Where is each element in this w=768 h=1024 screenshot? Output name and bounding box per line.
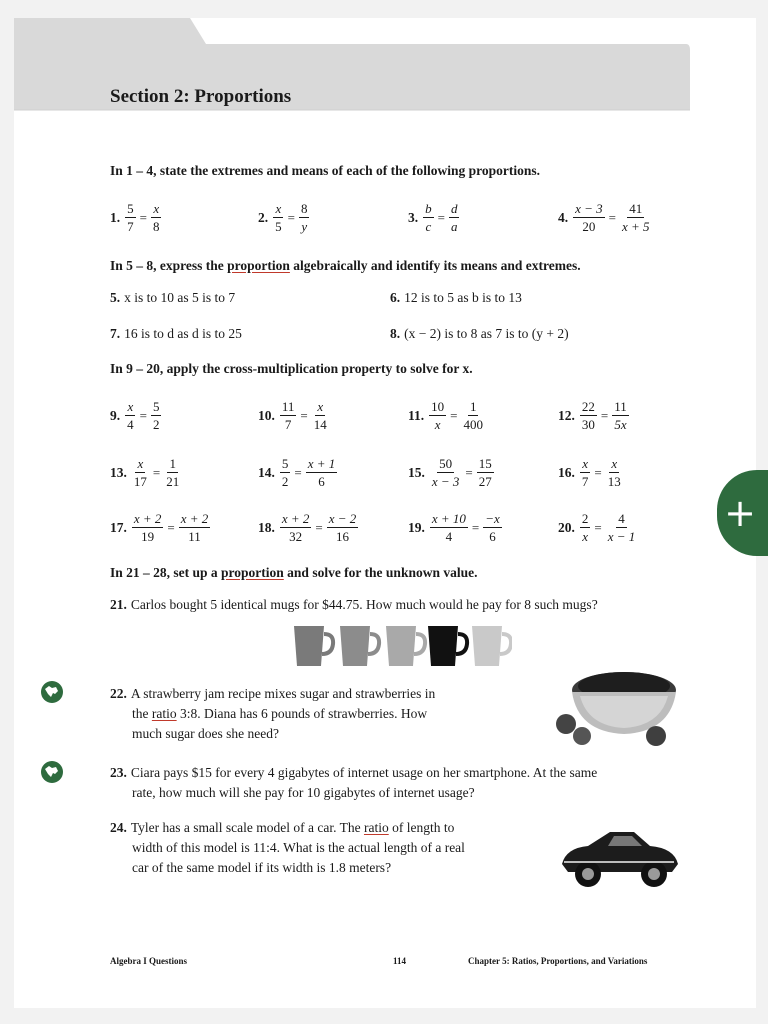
problem-number: 7. [110, 326, 121, 341]
fraction [132, 455, 149, 490]
problem-number: 9. [110, 407, 121, 423]
problem-text: 16 is to d as d is to 25 [124, 326, 242, 341]
fraction [299, 200, 310, 235]
numerator: 5 [281, 456, 289, 471]
denominator: c [425, 219, 432, 234]
plus-icon: + [724, 491, 756, 535]
numerator: x − 2 [328, 511, 357, 526]
problem-number: 21. [110, 597, 127, 612]
denominator: 30 [581, 417, 595, 432]
numerator: 11 [281, 399, 295, 414]
denominator: 6 [489, 529, 496, 544]
fraction [461, 398, 485, 433]
problem-11 [408, 398, 486, 433]
problem-8 [390, 326, 569, 342]
equals-sign: = [437, 209, 445, 225]
numerator: x [317, 399, 324, 414]
problem-text: Ciara pays $15 for every 4 gigabytes of internet usage on her smartphone. At the same [130, 765, 598, 780]
numerator: d [450, 201, 458, 216]
problem-5 [110, 290, 235, 306]
denominator: 7 [284, 417, 292, 432]
problem-13 [110, 455, 182, 490]
numerator: x + 2 [180, 511, 209, 526]
problem-number: 17. [110, 519, 127, 535]
problem-text: width of this model is 11:4. What is the actual length of a real [132, 840, 465, 855]
equals-sign: = [600, 407, 609, 423]
denominator: 5x [614, 417, 627, 432]
problem-number: 16. [558, 464, 575, 480]
equals-sign: = [594, 464, 602, 480]
mug-icon [294, 626, 333, 666]
globe-icon[interactable] [40, 760, 64, 784]
denominator: x − 3 [431, 474, 460, 489]
footer-page-number: 114 [393, 956, 407, 966]
section-title: Section 2: Proportions [110, 86, 292, 107]
fraction [580, 510, 591, 545]
problem-3 [408, 200, 460, 235]
fraction [151, 200, 162, 235]
problem-text: the [132, 706, 152, 721]
fraction [606, 455, 623, 490]
fraction [620, 200, 652, 235]
fraction [606, 510, 638, 545]
footer-chapter: Chapter 5: Ratios, Proportions, and Variations [468, 956, 648, 966]
numerator: 5 [152, 399, 160, 414]
numerator: 22 [581, 399, 595, 414]
denominator: a [450, 219, 458, 234]
numerator: 15 [478, 456, 492, 471]
equals-sign: = [450, 407, 458, 423]
equals-sign: = [608, 209, 617, 225]
problem-number: 2. [258, 209, 269, 225]
instruction-2-text: In 5 – 8, express the [110, 258, 228, 273]
denominator: x + 5 [622, 219, 650, 234]
denominator: 2 [281, 474, 289, 489]
problem-number: 3. [408, 209, 419, 225]
equals-sign: = [167, 519, 175, 535]
numerator: x + 2 [133, 511, 162, 526]
numerator: −x [485, 511, 500, 526]
problem-20 [558, 510, 638, 545]
problem-text: (x − 2) is to 8 as 7 is to (y + 2) [404, 326, 569, 341]
problem-14 [258, 455, 338, 490]
problem-10 [258, 398, 330, 433]
problem-text: 3:8. Diana has 6 pounds of strawberries. How [176, 706, 428, 721]
denominator: x [434, 417, 441, 432]
equals-sign: = [152, 464, 161, 480]
denominator: y [301, 219, 308, 234]
problem-9 [110, 398, 162, 433]
numerator: 1 [169, 456, 176, 471]
equals-sign: = [139, 407, 147, 423]
equals-sign: = [465, 464, 473, 480]
instruction-3: In 9 – 20, apply the cross-multiplication property to solve for x. [110, 361, 473, 376]
fraction [483, 510, 502, 545]
problem-text: much sugar does she need? [132, 726, 279, 741]
numerator: 10 [431, 399, 445, 414]
problem-18 [258, 510, 359, 545]
instruction-4-text: In 21 – 28, set up a [110, 565, 222, 580]
numerator: 41 [629, 201, 643, 216]
fraction [580, 398, 597, 433]
denominator: 27 [478, 474, 492, 489]
proportion-link[interactable]: proportion [227, 258, 290, 273]
numerator: x [611, 456, 618, 471]
fraction [312, 398, 329, 433]
equals-sign: = [139, 209, 147, 225]
fraction [477, 455, 494, 490]
fraction [430, 455, 462, 490]
problem-16 [558, 455, 624, 490]
problem-number: 12. [558, 407, 575, 423]
problem-6 [390, 290, 522, 306]
problem-21 [110, 597, 598, 613]
problem-19 [408, 510, 503, 545]
fraction [125, 200, 136, 235]
denominator: 14 [313, 417, 327, 432]
numerator: 50 [439, 456, 453, 471]
problem-17 [110, 510, 211, 545]
numerator: 2 [581, 511, 589, 526]
model-car-image [556, 818, 682, 898]
equals-sign: = [471, 519, 480, 535]
problem-2 [258, 200, 310, 235]
denominator: 2 [152, 417, 160, 432]
denominator: x [582, 529, 589, 544]
problem-number: 20. [558, 519, 575, 535]
denominator: 32 [289, 529, 303, 544]
problem-number: 1. [110, 209, 121, 225]
problem-number: 10. [258, 407, 275, 423]
denominator: x − 1 [607, 529, 636, 544]
fraction [179, 510, 211, 545]
numerator: x [153, 201, 160, 216]
fraction [327, 510, 359, 545]
fraction [573, 200, 605, 235]
problem-text: 12 is to 5 as b is to 13 [404, 290, 522, 305]
problem-number: 11. [408, 407, 425, 423]
denominator: 6 [318, 474, 325, 489]
fraction [612, 398, 629, 433]
problem-7 [110, 326, 242, 342]
problem-number: 6. [390, 290, 401, 305]
numerator: 4 [618, 511, 625, 526]
equals-sign: = [300, 407, 308, 423]
fraction [164, 455, 181, 490]
mugs-image [290, 624, 512, 668]
problem-24 [110, 818, 530, 878]
problem-number: 15. [408, 464, 425, 480]
problem-number: 18. [258, 519, 275, 535]
instruction-4 [110, 565, 477, 581]
problem-text: Carlos bought 5 identical mugs for $44.75. How much would he pay for 8 such mugs? [130, 597, 598, 612]
denominator: 21 [166, 474, 180, 489]
problem-1 [110, 200, 162, 235]
numerator: x − 3 [575, 201, 603, 216]
equals-sign: = [594, 519, 602, 535]
problem-number: 14. [258, 464, 275, 480]
problem-text: rate, how much will she pay for 10 gigabytes of internet usage? [132, 785, 475, 800]
numerator: 5 [127, 201, 134, 216]
fraction [151, 398, 162, 433]
problem-text: of length to [388, 820, 455, 835]
numerator: 11 [614, 399, 627, 414]
numerator: 8 [300, 201, 308, 216]
problem-text: Tyler has a small scale model of a car. The [130, 820, 364, 835]
denominator: 8 [152, 219, 160, 234]
fraction [273, 200, 284, 235]
numerator: x + 1 [307, 456, 336, 471]
problem-number: 19. [408, 519, 425, 535]
numerator: x [127, 399, 134, 414]
problem-number: 13. [110, 464, 127, 480]
denominator: 17 [133, 474, 147, 489]
problem-number: 24. [110, 820, 127, 835]
denominator: 400 [463, 417, 483, 432]
problem-15 [408, 455, 495, 490]
problem-number: 8. [390, 326, 401, 341]
equals-sign: = [315, 519, 323, 535]
denominator: 5 [275, 219, 282, 234]
numerator: x [275, 201, 282, 216]
instruction-2-text-end: algebraically and identify its means and extremes. [289, 258, 581, 273]
ratio-link[interactable]: ratio [151, 706, 177, 721]
fraction [280, 510, 312, 545]
problem-4 [558, 200, 653, 235]
globe-icon[interactable] [40, 680, 64, 704]
section-banner [14, 18, 690, 138]
fraction [306, 455, 338, 490]
denominator: 7 [127, 219, 134, 234]
fraction [280, 398, 297, 433]
footer-book-title: Algebra I Questions [110, 956, 188, 966]
problem-number: 4. [558, 209, 569, 225]
denominator: 7 [581, 474, 589, 489]
denominator: 16 [336, 529, 350, 544]
problem-number: 22. [110, 686, 127, 701]
instruction-4-text-end: and solve for the unknown value. [283, 565, 478, 580]
denominator: 20 [582, 219, 596, 234]
proportion-link[interactable]: proportion [221, 565, 284, 580]
fraction [125, 398, 136, 433]
denominator: 13 [607, 474, 621, 489]
problem-22 [110, 684, 510, 744]
numerator: b [425, 201, 432, 216]
fraction [280, 455, 291, 490]
instruction-2 [110, 258, 581, 274]
problem-number: 5. [110, 290, 121, 305]
fraction [449, 200, 460, 235]
problem-text: x is to 10 as 5 is to 7 [124, 290, 236, 305]
fraction [423, 200, 434, 235]
jam-bowl-image [552, 666, 682, 752]
problem-text: A strawberry jam recipe mixes sugar and strawberries in [130, 686, 436, 701]
fraction [429, 398, 446, 433]
problem-12 [558, 398, 630, 433]
denominator: 19 [141, 529, 155, 544]
fraction [132, 510, 164, 545]
numerator: x [582, 456, 589, 471]
equals-sign: = [287, 209, 295, 225]
problem-text: car of the same model if its width is 1.8 meters? [132, 860, 392, 875]
denominator: 4 [127, 417, 134, 432]
problem-23 [110, 763, 690, 803]
numerator: x [137, 456, 144, 471]
numerator: x + 10 [431, 511, 466, 526]
equals-sign: = [294, 464, 302, 480]
denominator: 11 [188, 529, 201, 544]
numerator: x + 2 [281, 511, 310, 526]
fraction [430, 510, 468, 545]
ratio-link[interactable]: ratio [363, 820, 389, 835]
instruction-1: In 1 – 4, state the extremes and means of each of the following proportions. [110, 163, 540, 178]
denominator: 4 [445, 529, 453, 544]
problem-number: 23. [110, 765, 127, 780]
fraction [580, 455, 591, 490]
numerator: 1 [469, 399, 477, 414]
